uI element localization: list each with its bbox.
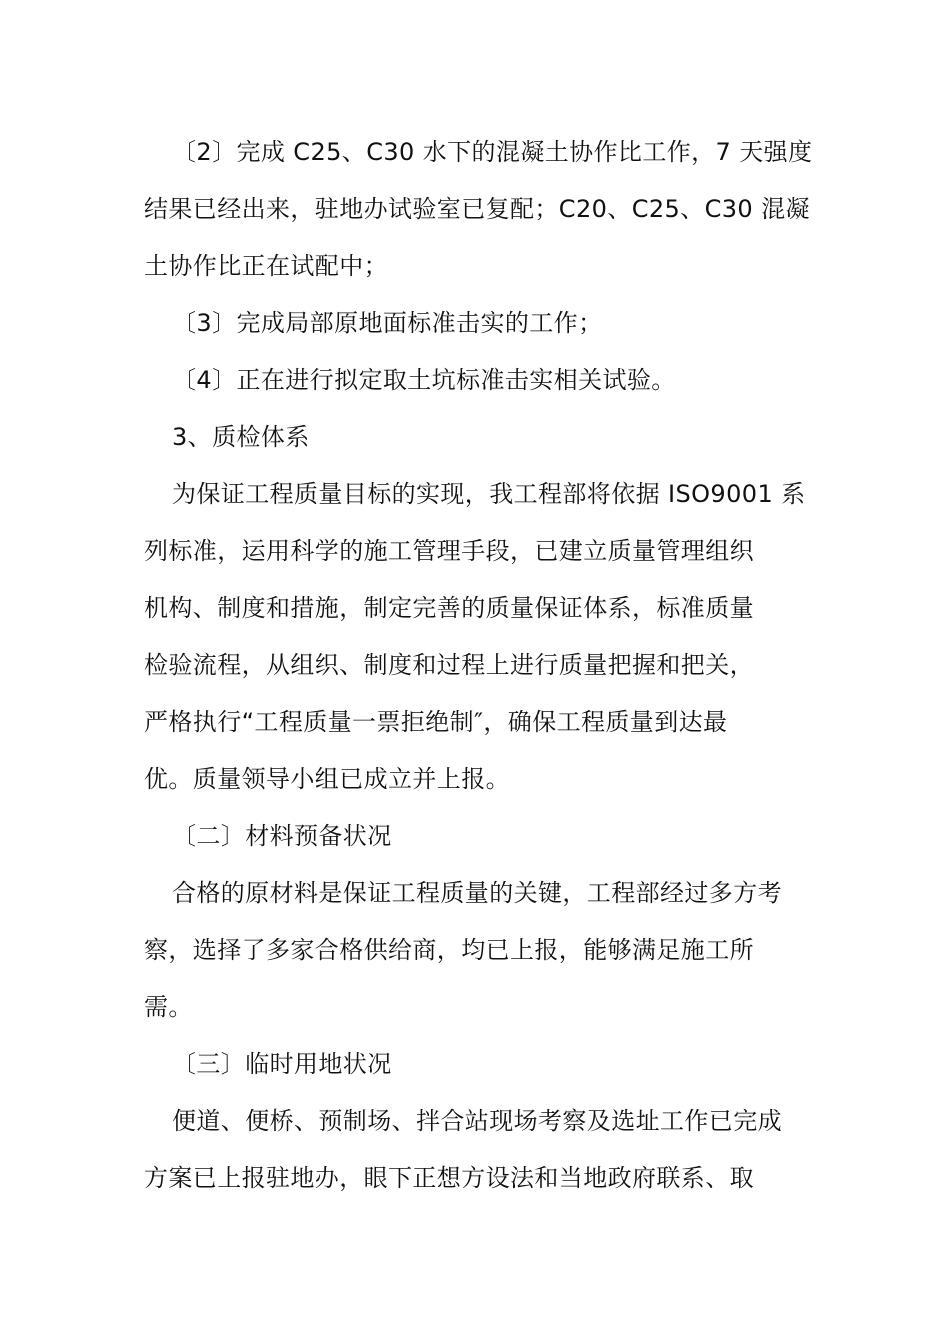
text-line: 需。 — [144, 993, 193, 1021]
text-line: 方案已上报驻地办，眼下正想方设法和当地政府联系、取 — [144, 1164, 754, 1192]
text-line: 土协作比正在试配中； — [144, 252, 388, 280]
text-line: 〔3〕完成局部原地面标准击实的工作； — [172, 309, 603, 337]
section-heading: 〔三〕临时用地状况 — [172, 1050, 392, 1078]
text-line: 检验流程，从组织、制度和过程上进行质量把握和把关， — [144, 651, 754, 679]
text-line: 〔2〕完成 C25、C30 水下的混凝土协作比工作，7 天强度 — [172, 138, 813, 166]
text-line: 结果已经出来，驻地办试验室已复配；C20、C25、C30 混凝 — [144, 195, 810, 223]
text-line: 合格的原材料是保证工程质量的关键，工程部经过多方考 — [172, 879, 782, 907]
text-line: 严格执行“工程质量一票拒绝制″，确保工程质量到达最 — [144, 708, 728, 736]
text-line: 察，选择了多家合格供给商，均已上报，能够满足施工所 — [144, 936, 754, 964]
section-heading: 3、质检体系 — [172, 423, 310, 451]
text-line: 优。质量领导小组已成立并上报。 — [144, 765, 510, 793]
text-line: 为保证工程质量目标的实现，我工程部将依据 ISO9001 系 — [172, 480, 806, 508]
text-line: 〔4〕正在进行拟定取土坑标准击实相关试验。 — [172, 366, 676, 394]
section-heading: 〔二〕材料预备状况 — [172, 822, 392, 850]
text-line: 机构、制度和措施，制定完善的质量保证体系，标准质量 — [144, 594, 754, 622]
text-line: 列标准，运用科学的施工管理手段，已建立质量管理组织 — [144, 537, 754, 565]
text-line: 便道、便桥、预制场、拌合站现场考察及选址工作已完成 — [172, 1107, 782, 1135]
